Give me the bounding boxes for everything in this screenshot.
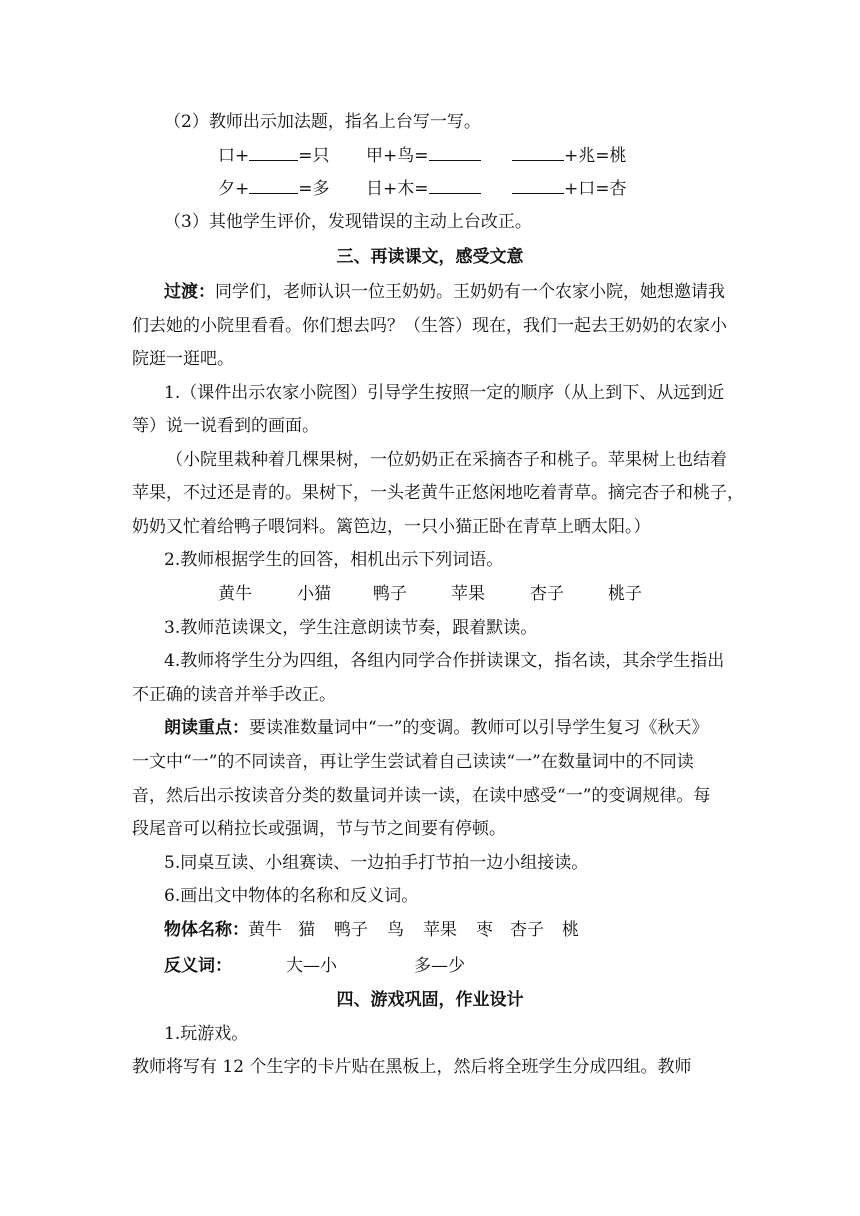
transition-line-3: 院逛一逛吧。	[132, 349, 234, 369]
focus-line-4: 段尾音可以稍拉长或强调，节与节之间要有停顿。	[132, 819, 506, 839]
scene-line-1: （小院里栽种着几棵果树，一位奶奶正在采摘杏子和桃子。苹果树上也结着	[166, 450, 727, 470]
focus-line-1: 朗读重点：要读准数量词中“一”的变调。教师可以引导学生复习《秋天》	[164, 718, 709, 738]
antonyms-label: 反义词：	[164, 956, 232, 976]
item-3: 3.教师范读课文，学生注意朗读节奏，跟着默读。	[164, 618, 538, 638]
objects-label: 物体名称：	[164, 920, 249, 940]
section-heading-3: 三、再读课文，感受文意	[336, 247, 524, 267]
object-item: 猫	[298, 920, 315, 940]
exercise-2: 甲+鸟=	[366, 146, 481, 166]
object-item: 鸟	[387, 920, 404, 940]
focus-label: 朗读重点：	[164, 718, 249, 738]
item-5: 5.同桌互读、小组赛读、一边拍手打节拍一边小组接读。	[164, 853, 589, 873]
game-description: 教师将写有 12 个生字的卡片贴在黑板上，然后将全班学生分成四组。教师	[132, 1057, 692, 1077]
object-item: 枣	[476, 920, 493, 940]
item-1-line-1: 1.（课件出示农家小院图）引导学生按照一定的顺序（从上到下、从远到近	[164, 383, 725, 403]
answer-blank	[249, 146, 298, 161]
paragraph-step-2: （2）教师出示加法题，指名上台写一写。	[164, 112, 481, 132]
game-item: 1.玩游戏。	[164, 1024, 249, 1044]
exercise-4: 夕+ =多	[218, 179, 330, 199]
word-item: 黄牛	[218, 584, 252, 604]
focus-line-3: 音，然后出示按读音分类的数量词并读一读，在读中感受“一”的变调规律。每	[132, 786, 711, 806]
antonym-pair: 大—小	[286, 956, 337, 976]
word-item: 桃子	[608, 584, 642, 604]
paragraph-step-3: （3）其他学生评价，发现错误的主动上台改正。	[164, 212, 532, 232]
item-4-line-1: 4.教师将学生分为四组，各组内同学合作拼读课文，指名读，其余学生指出	[164, 651, 725, 671]
word-item: 杏子	[530, 584, 564, 604]
answer-blank	[429, 146, 481, 161]
focus-line-2: 一文中“一”的不同读音，再让学生尝试着自己读读“一”在数量词中的不同读	[132, 752, 694, 772]
word-item: 鸭子	[373, 584, 407, 604]
transition-line-1: 过渡：同学们，老师认识一位王奶奶。王奶奶有一个农家小院，她想邀请我	[164, 282, 725, 302]
answer-blank	[249, 179, 298, 194]
antonym-pair: 多—少	[414, 956, 465, 976]
item-4-line-2: 不正确的读音并举手改正。	[132, 685, 336, 705]
item-1-line-2: 等）说一说看到的画面。	[132, 416, 319, 436]
object-item: 鸭子	[334, 920, 368, 940]
exercise-5: 日+木=	[366, 179, 481, 199]
exercise-3: +兆=桃	[512, 146, 627, 166]
word-item: 苹果	[451, 584, 485, 604]
object-item: 桃	[562, 920, 579, 940]
object-item: 苹果	[423, 920, 457, 940]
section-heading-4: 四、游戏巩固，作业设计	[336, 990, 524, 1010]
transition-label: 过渡：	[164, 282, 215, 302]
exercise-1: 口+ =只	[218, 146, 330, 166]
answer-blank	[512, 146, 564, 161]
exercise-6: +口=杏	[512, 179, 627, 199]
object-item: 杏子	[510, 920, 544, 940]
item-2: 2.教师根据学生的回答，相机出示下列词语。	[164, 550, 504, 570]
answer-blank	[512, 179, 564, 194]
object-item: 黄牛	[248, 920, 282, 940]
scene-line-2: 苹果，不过还是青的。果树下，一头老黄牛正悠闲地吃着青草。摘完杏子和桃子，	[132, 483, 744, 503]
transition-line-2: 们去她的小院里看看。你们想去吗？（生答）现在，我们一起去王奶奶的农家小	[132, 316, 727, 336]
answer-blank	[429, 179, 481, 194]
scene-line-3: 奶奶又忙着给鸭子喂饲料。篱笆边，一只小猫正卧在青草上晒太阳。）	[132, 517, 651, 537]
word-item: 小猫	[297, 584, 331, 604]
item-6: 6.画出文中物体的名称和反义词。	[164, 886, 419, 906]
